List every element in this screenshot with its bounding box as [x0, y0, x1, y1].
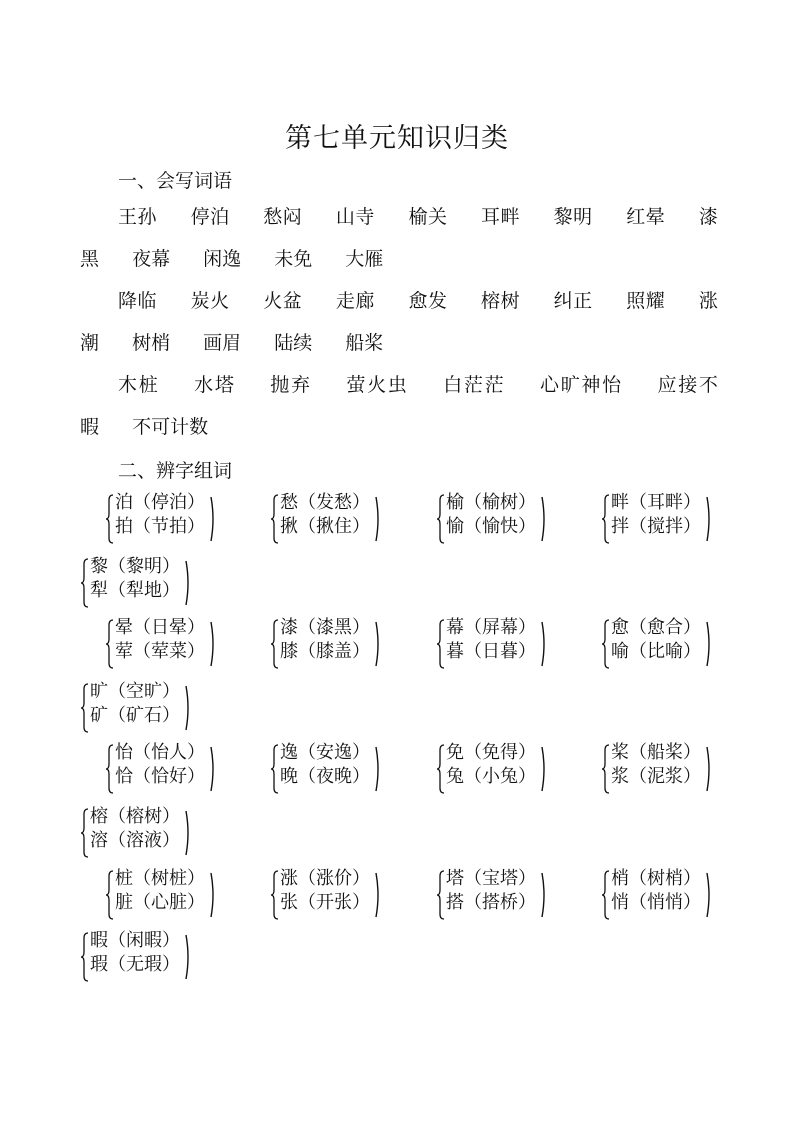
- right-paren-icon: [540, 620, 548, 668]
- section-heading-vocabulary: 一、会写词语: [118, 170, 233, 192]
- vocabulary-word: 夜幕: [132, 248, 171, 270]
- char-group-word: 榕（榕树）: [90, 806, 180, 827]
- right-paren-icon: [184, 684, 192, 732]
- char-group: [601, 867, 761, 923]
- right-paren-icon: [209, 495, 217, 543]
- left-brace-icon: [436, 869, 446, 921]
- char-group-row: [80, 741, 720, 797]
- char-group-word: 荤（荤菜）: [115, 641, 205, 662]
- char-group-word: 涨（涨价）: [280, 868, 370, 889]
- char-group-word: 拌（搅拌）: [611, 516, 701, 537]
- char-group-word: 漆（漆黑）: [280, 617, 370, 638]
- vocabulary-word: 榕树: [481, 290, 521, 312]
- char-group: [601, 741, 761, 797]
- left-brace-icon: [105, 869, 115, 921]
- right-paren-icon: [374, 871, 382, 919]
- vocabulary-word: 走廊: [335, 290, 375, 312]
- left-brace-icon: [436, 493, 446, 545]
- char-group-word: 暇（闲暇）: [90, 930, 180, 951]
- char-group-word: 兔（小兔）: [446, 766, 536, 787]
- right-paren-icon: [705, 620, 713, 668]
- right-paren-icon: [705, 745, 713, 793]
- vocabulary-word: 水塔: [194, 374, 236, 396]
- char-group-word: 晕（日晕）: [115, 617, 205, 638]
- char-group-word: 泊（停泊）: [115, 492, 205, 513]
- char-group-word: 搭（搭桥）: [446, 892, 536, 913]
- vocabulary-word: 船桨: [345, 332, 384, 354]
- vocabulary-word: 不可计数: [132, 416, 209, 438]
- char-group: [601, 491, 761, 547]
- vocabulary-word: 黎明: [553, 206, 593, 228]
- char-group-word: 畔（耳畔）: [611, 492, 701, 513]
- char-group-row: [80, 491, 720, 547]
- left-brace-icon: [601, 743, 611, 795]
- char-group-row: [80, 555, 720, 611]
- left-brace-icon: [80, 931, 90, 983]
- char-group: [80, 555, 240, 611]
- vocabulary-word: 山寺: [335, 206, 375, 228]
- char-group-word: 桩（树桩）: [115, 868, 205, 889]
- vocabulary-word: 纠正: [553, 290, 593, 312]
- char-group: [270, 741, 430, 797]
- vocabulary-word: 停泊: [190, 206, 230, 228]
- left-brace-icon: [601, 493, 611, 545]
- vocabulary-word: 榆关: [408, 206, 448, 228]
- char-group: [270, 616, 430, 672]
- left-brace-icon: [270, 743, 280, 795]
- char-group-word: 梢（树梢）: [611, 868, 701, 889]
- right-paren-icon: [374, 495, 382, 543]
- left-brace-icon: [601, 618, 611, 670]
- char-group-word: 怡（怡人）: [115, 742, 205, 763]
- right-paren-icon: [540, 871, 548, 919]
- right-paren-icon: [705, 871, 713, 919]
- right-paren-icon: [540, 495, 548, 543]
- right-paren-icon: [374, 620, 382, 668]
- char-group: [80, 805, 240, 861]
- vocabulary-word: 王孙: [118, 206, 158, 228]
- vocabulary-word: 愈发: [408, 290, 448, 312]
- char-group: [436, 616, 596, 672]
- char-group-row: [80, 867, 720, 923]
- char-group-word: 愉（愉快）: [446, 516, 536, 537]
- right-paren-icon: [184, 809, 192, 857]
- char-group-word: 拍（节拍）: [115, 516, 205, 537]
- vocabulary-word: 萤火虫: [346, 374, 409, 396]
- char-group: [105, 741, 265, 797]
- char-group-word: 愈（愈合）: [611, 617, 701, 638]
- char-group-word: 浆（泥浆）: [611, 766, 701, 787]
- char-group: [80, 929, 240, 985]
- char-group-word: 榆（榆树）: [446, 492, 536, 513]
- char-group: [436, 867, 596, 923]
- char-group-word: 幕（屏幕）: [446, 617, 536, 638]
- right-paren-icon: [209, 745, 217, 793]
- char-group-word: 悄（悄悄）: [611, 892, 701, 913]
- vocabulary-word: 陆续: [274, 332, 313, 354]
- vocabulary-word: 大雁: [345, 248, 384, 270]
- left-brace-icon: [270, 493, 280, 545]
- char-group: [105, 867, 265, 923]
- char-group-word: 逸（安逸）: [280, 742, 370, 763]
- vocabulary-word: 应接不暇: [80, 374, 718, 438]
- right-paren-icon: [209, 620, 217, 668]
- char-group-word: 愁（发愁）: [280, 492, 370, 513]
- char-group: [436, 491, 596, 547]
- left-brace-icon: [105, 743, 115, 795]
- right-paren-icon: [184, 933, 192, 981]
- char-group-word: 黎（黎明）: [90, 556, 180, 577]
- left-brace-icon: [270, 869, 280, 921]
- char-group: [105, 616, 265, 672]
- char-group-word: 溶（溶液）: [90, 830, 180, 851]
- left-brace-icon: [105, 618, 115, 670]
- right-paren-icon: [184, 559, 192, 607]
- char-group-word: 喻（比喻）: [611, 641, 701, 662]
- char-group: [270, 491, 430, 547]
- char-group-word: 暮（日暮）: [446, 641, 536, 662]
- left-brace-icon: [436, 618, 446, 670]
- char-group-row: [80, 929, 720, 985]
- left-brace-icon: [270, 618, 280, 670]
- char-group: [270, 867, 430, 923]
- vocabulary-word: 耳畔: [481, 206, 521, 228]
- vocabulary-word: 火盆: [263, 290, 303, 312]
- left-brace-icon: [105, 493, 115, 545]
- vocabulary-word: 涨潮: [80, 290, 718, 354]
- vocabulary-word: 红晕: [626, 206, 666, 228]
- left-brace-icon: [80, 557, 90, 609]
- char-group-word: 膝（膝盖）: [280, 641, 370, 662]
- char-group-word: 免（免得）: [446, 742, 536, 763]
- vocabulary-paragraph: [80, 280, 718, 364]
- vocabulary-word: 未免: [274, 248, 313, 270]
- right-paren-icon: [705, 495, 713, 543]
- char-group-word: 张（开张）: [280, 892, 370, 913]
- vocabulary-word: 闲逸: [203, 248, 242, 270]
- vocabulary-word: 白茫茫: [443, 374, 506, 396]
- right-paren-icon: [209, 871, 217, 919]
- vocabulary-word: 树梢: [132, 332, 171, 354]
- char-group: [105, 491, 265, 547]
- char-group-word: 旷（空旷）: [90, 681, 180, 702]
- char-group-word: 恰（恰好）: [115, 766, 205, 787]
- vocabulary-word: 愁闷: [263, 206, 303, 228]
- char-group: [80, 680, 240, 736]
- char-group: [601, 616, 761, 672]
- left-brace-icon: [436, 743, 446, 795]
- char-group: [436, 741, 596, 797]
- char-group-word: 晚（夜晚）: [280, 766, 370, 787]
- vocabulary-word: 照耀: [626, 290, 666, 312]
- vocabulary-word: 心旷神怡: [540, 374, 623, 396]
- char-group-word: 脏（心脏）: [115, 892, 205, 913]
- vocabulary-word: 抛弃: [270, 374, 312, 396]
- vocabulary-word: 炭火: [190, 290, 230, 312]
- char-group-row: [80, 680, 720, 736]
- char-group-word: 瑕（无瑕）: [90, 954, 180, 975]
- char-group-word: 桨（船桨）: [611, 742, 701, 763]
- vocabulary-word: 降临: [118, 290, 158, 312]
- section-heading-char-discrimination: 二、辨字组词: [118, 460, 233, 482]
- left-brace-icon: [80, 682, 90, 734]
- vocabulary-word: 木桩: [118, 374, 160, 396]
- page-title: 第七单元知识归类: [285, 123, 509, 154]
- char-group-word: 揪（揪住）: [280, 516, 370, 537]
- right-paren-icon: [374, 745, 382, 793]
- right-paren-icon: [540, 745, 548, 793]
- char-group-word: 矿（矿石）: [90, 705, 180, 726]
- vocabulary-word: 漆黑: [80, 206, 718, 270]
- vocabulary-word: 画眉: [203, 332, 242, 354]
- vocabulary-paragraph: [80, 196, 718, 280]
- vocabulary-paragraph: [80, 364, 718, 448]
- char-group-row: [80, 616, 720, 672]
- left-brace-icon: [80, 807, 90, 859]
- char-group-word: 塔（宝塔）: [446, 868, 536, 889]
- char-group-row: [80, 805, 720, 861]
- char-group-word: 犁（犁地）: [90, 580, 180, 601]
- left-brace-icon: [601, 869, 611, 921]
